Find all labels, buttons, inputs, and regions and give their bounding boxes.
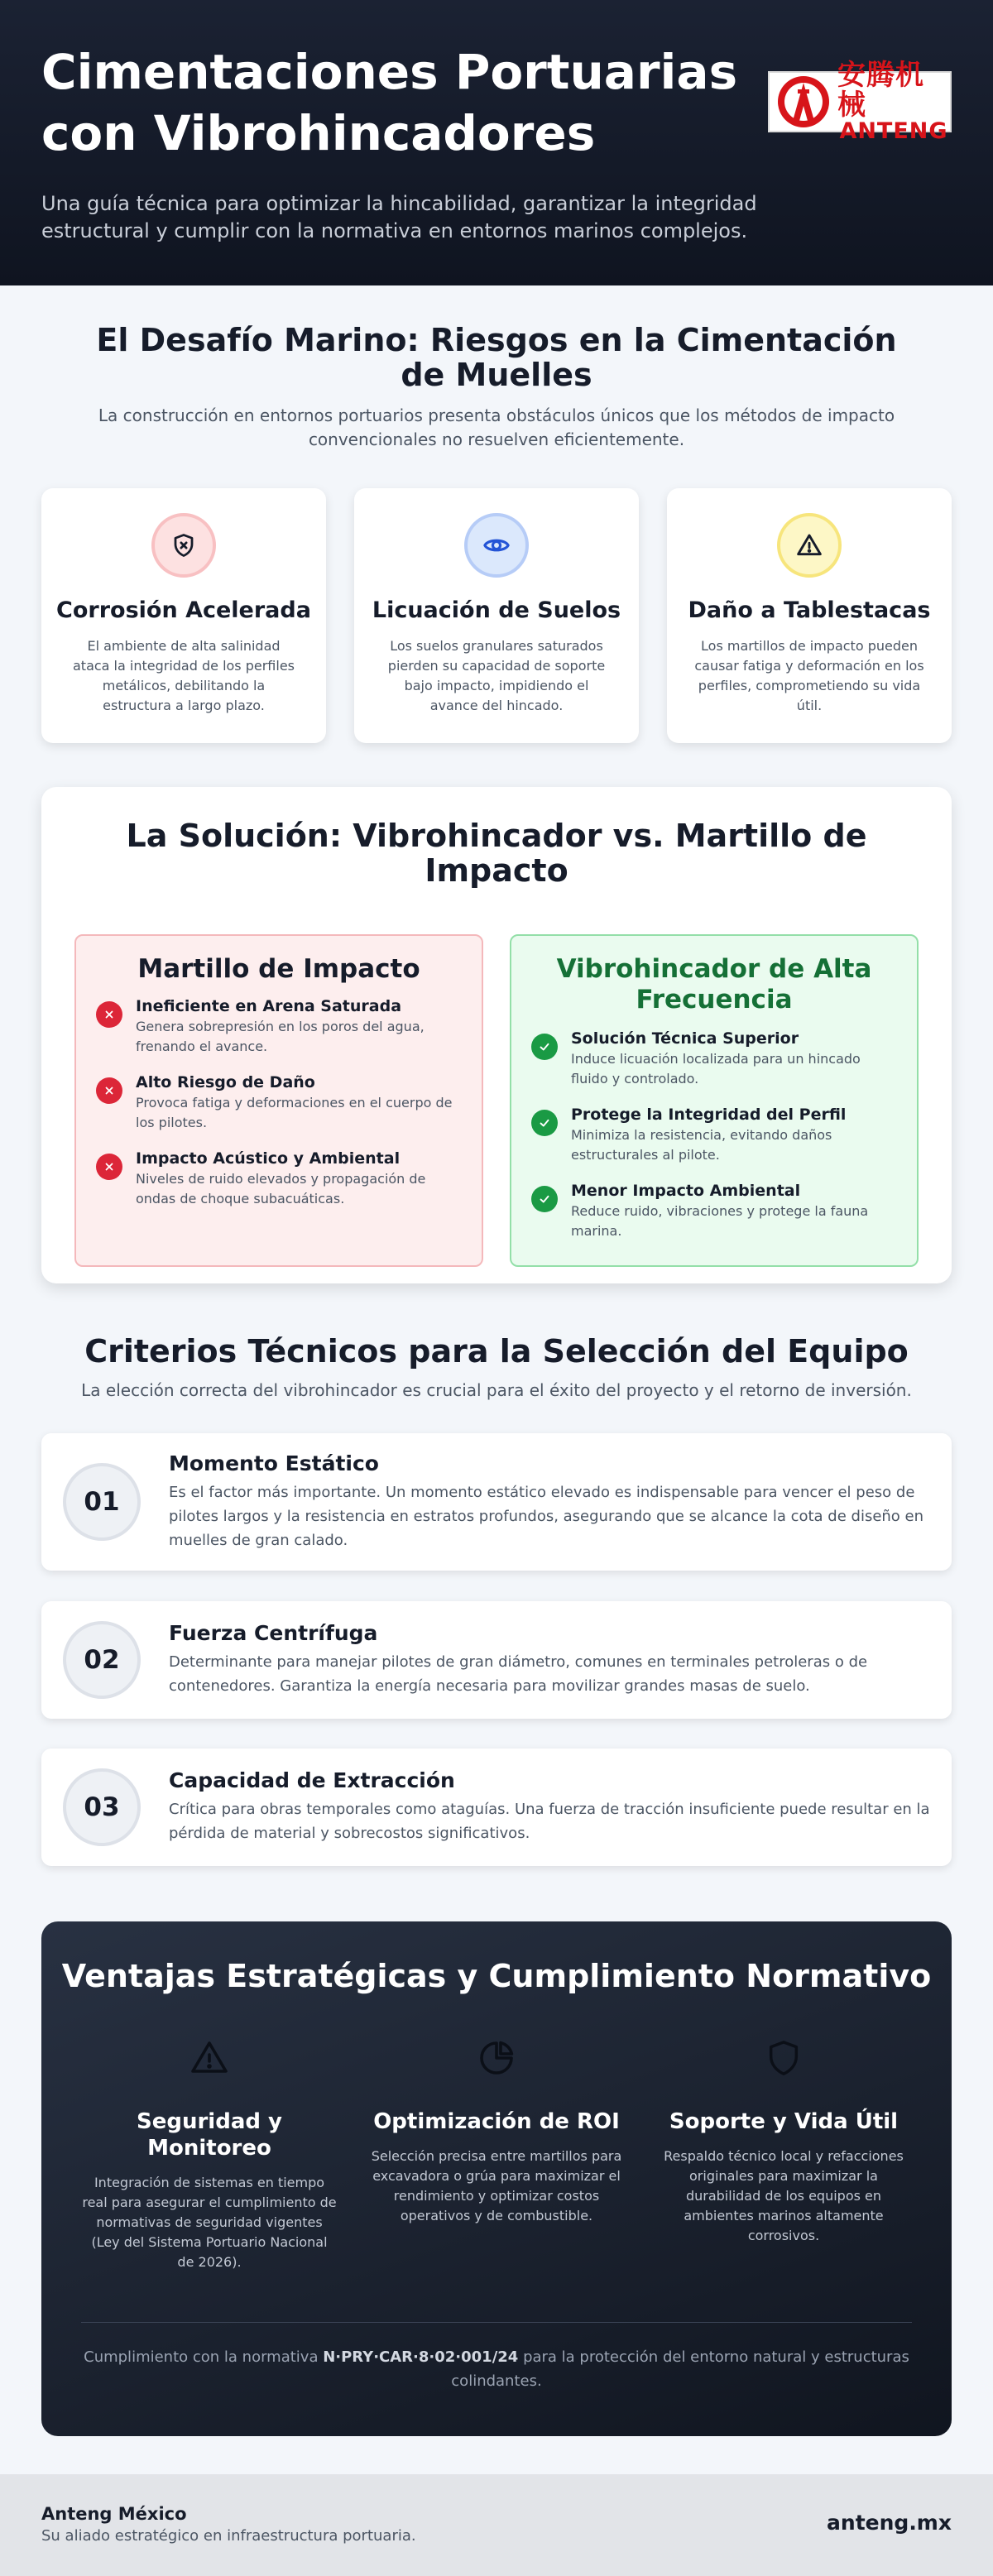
challenge-card [41, 488, 326, 743]
advantage-text: Integración de sistemas en tiempo real para asegurar el cumplimiento de normativas de seguridad vigentes (Ley del Sistema Portuario Nacional de 2026). [82, 2175, 337, 2270]
con-point-title: Ineficiente en Arena Saturada [136, 997, 402, 1015]
page-footer [0, 2474, 993, 2576]
con-point-text: Niveles de ruido elevados y propagación de ondas de choque subacuáticas. [136, 1171, 426, 1206]
challenge-title: El Desafío Marino: Riesgos en la Cimentación de Muelles [96, 322, 897, 393]
divider [81, 2322, 912, 2323]
challenge-card [667, 488, 952, 743]
challenge-card-text: Los suelos granulares saturados pierden su capacidad de soporte bajo impacto, impidiendo el avance del hincado. [387, 638, 606, 713]
pro-point [531, 1105, 897, 1165]
logo-english-text: ANTENG [839, 118, 948, 144]
criteria-title: Criterios Técnicos para la Selección del Equipo [84, 1333, 909, 1370]
criterion-title: Capacidad de Extracción [169, 1768, 455, 1792]
advantage-title: Seguridad y Monitoreo [137, 2109, 282, 2161]
pro-point-title: Menor Impacto Ambiental [571, 1182, 801, 1200]
advantages-title: Ventajas Estratégicas y Cumplimiento Normativo [61, 1958, 932, 1994]
con-point-title: Alto Riesgo de Daño [136, 1073, 315, 1091]
advantage-item [81, 2036, 338, 2272]
solution-title: La Solución: Vibrohincador vs. Martillo de Impacto [126, 818, 867, 889]
challenge-cards [41, 488, 952, 743]
criterion-number: 02 [63, 1621, 141, 1699]
check-circle-icon [531, 1034, 558, 1060]
challenge-card-title: Licuación de Suelos [372, 597, 621, 623]
con-point-text: Genera sobrepresión en los poros del agua, frenando el avance. [136, 1019, 425, 1054]
pro-point-title: Protege la Integridad del Perfil [571, 1106, 847, 1124]
criterion-card [41, 1749, 952, 1866]
logo-chinese-text: 安腾机械 [837, 59, 924, 122]
advantage-title: Optimización de ROI [373, 2109, 620, 2134]
comparison [74, 934, 919, 1267]
criteria-lead: La elección correcta del vibrohincador es crucial para el éxito del proyecto y el retorno de inversión. [81, 1380, 912, 1400]
advantage-title: Soporte y Vida Útil [669, 2109, 899, 2134]
compliance-suffix: para la protección del entorno natural y estructuras colindantes. [451, 2348, 909, 2390]
compliance-note [81, 2345, 912, 2393]
challenge-lead: La construcción en entornos portuarios presenta obstáculos únicos que los métodos de impacto convencionales no resuelven eficientemente. [98, 405, 895, 449]
x-circle-icon [96, 1154, 122, 1180]
advantage-item [368, 2036, 625, 2272]
advantage-text: Selección precisa entre martillos para excavadora o grúa para maximizar el rendimiento y optimizar costos operativos y de combustible. [371, 2148, 622, 2223]
eye-icon [464, 513, 529, 578]
anteng-logo-mark [775, 73, 832, 131]
page-subtitle: Una guía técnica para optimizar la hincabilidad, garantizar la integridad estructural y cumplir con la normativa en entornos marinos complejos. [41, 192, 757, 242]
criterion-number: 03 [63, 1768, 141, 1846]
con-point [96, 1072, 462, 1133]
compliance-code: N·PRY·CAR·8·02·001/24 [323, 2348, 519, 2366]
criterion-body [169, 1601, 930, 1719]
anteng-logo [768, 59, 952, 144]
criterion-body [169, 1749, 930, 1866]
shield-x-icon [151, 513, 216, 578]
logo-texts [837, 60, 950, 143]
con-point-text: Provoca fatiga y deformaciones en el cuerpo de los pilotes. [136, 1095, 453, 1130]
impact-hammer-title: Martillo de Impacto [137, 954, 420, 984]
criterion-number: 01 [63, 1463, 141, 1541]
criterion-title: Fuerza Centrífuga [169, 1621, 378, 1645]
advantages-section [41, 1921, 952, 2436]
pro-point [531, 1029, 897, 1089]
criterion-body [169, 1433, 930, 1571]
criterion-card [41, 1601, 952, 1719]
page-title: Cimentaciones Portuarias con Vibrohincadores [41, 44, 738, 161]
pro-point-text: Minimiza la resistencia, evitando daños estructurales al pilote. [571, 1127, 832, 1163]
advantage-item [655, 2036, 912, 2272]
shield-icon [655, 2036, 912, 2080]
impact-hammer-column [74, 934, 483, 1267]
website-link[interactable]: anteng.mx [827, 2511, 952, 2535]
pie-chart-icon [368, 2036, 625, 2080]
advantages-columns [81, 2036, 912, 2272]
vibro-hammer-title: Vibrohincador de Alta Frecuencia [556, 954, 872, 1015]
footer-company: Anteng México [41, 2504, 187, 2524]
pro-point-text: Induce licuación localizada para un hincado fluido y controlado. [571, 1051, 861, 1087]
challenge-card-title: Daño a Tablestacas [688, 597, 931, 623]
check-circle-icon [531, 1186, 558, 1212]
challenge-card [354, 488, 639, 743]
criterion-text: Determinante para manejar pilotes de gran diámetro, comunes en terminales petroleras o de contenedores. Garantiza la energía necesaria para movilizar grandes masas de suelo. [169, 1653, 868, 1695]
compliance-prefix: Cumplimiento con la normativa [84, 2348, 324, 2366]
criteria-section [41, 1333, 952, 1842]
vibro-hammer-column [510, 934, 919, 1267]
con-point [96, 1149, 462, 1209]
challenge-section [41, 323, 952, 743]
con-point [96, 996, 462, 1057]
x-circle-icon [96, 1077, 122, 1104]
criterion-text: Es el factor más importante. Un momento estático elevado es indispensable para vencer el peso de pilotes largos y la resistencia en estratos profundos, asegurando que se alcance la cota de diseño en muelles de gran calado. [169, 1484, 924, 1549]
criterion-title: Momento Estático [169, 1451, 379, 1475]
pro-point-title: Solución Técnica Superior [571, 1029, 799, 1048]
pro-point [531, 1181, 897, 1241]
footer-tagline: Su aliado estratégico en infraestructura portuaria. [41, 2527, 416, 2545]
advantage-text: Respaldo técnico local y refacciones originales para maximizar la durabilidad de los equipos en ambientes marinos altamente corrosivos. [664, 2148, 904, 2243]
hero-header [0, 0, 993, 285]
impact-hammer-points [96, 996, 462, 1209]
check-circle-icon [531, 1110, 558, 1136]
warning-triangle-icon [777, 513, 842, 578]
challenge-card-title: Corrosión Acelerada [56, 597, 311, 623]
vibro-hammer-points [531, 1029, 897, 1241]
warning-triangle-icon [81, 2036, 338, 2080]
challenge-card-text: El ambiente de alta salinidad ataca la integridad de los perfiles metálicos, debilitando la estructura a largo plazo. [72, 638, 295, 713]
x-circle-icon [96, 1001, 122, 1028]
solution-section [41, 787, 952, 1283]
challenge-card-text: Los martillos de impacto pueden causar fatiga y deformación en los perfiles, comprometiendo su vida útil. [694, 638, 924, 713]
criterion-card [41, 1433, 952, 1571]
con-point-title: Impacto Acústico y Ambiental [136, 1149, 401, 1168]
pro-point-text: Reduce ruido, vibraciones y protege la fauna marina. [571, 1203, 869, 1239]
criterion-text: Crítica para obras temporales como ataguías. Una fuerza de tracción insuficiente puede resultar en la pérdida de material y sobrecostos significativos. [169, 1801, 930, 1842]
